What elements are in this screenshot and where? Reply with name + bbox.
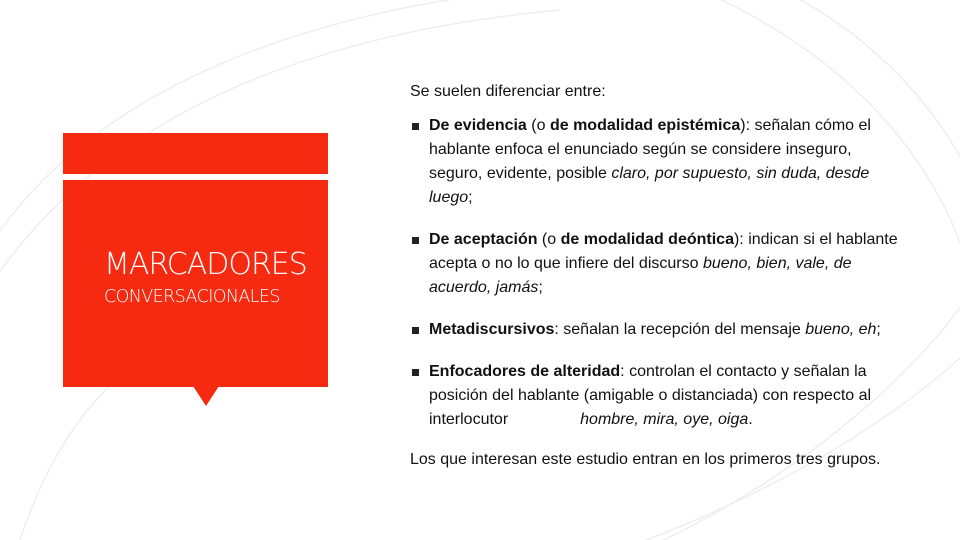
panel-subtitle: CONVERSACIONALES [104, 287, 280, 307]
list-item [410, 228, 900, 300]
bullet-examples: bueno, bien, vale, de acuerdo, jamás [429, 255, 852, 296]
bullet-text [429, 228, 900, 300]
intro-text: Se suelen diferenciar entre: [410, 83, 606, 100]
bullet-term: Enfocadores de alteridad [429, 363, 621, 380]
bullet-text [429, 360, 900, 432]
list-item [410, 360, 900, 432]
accent-strip [63, 133, 328, 174]
panel-pointer [193, 386, 219, 406]
bullet-examples: hombre, mira, oye, oiga [580, 411, 749, 428]
bullet-term: De evidencia [429, 117, 527, 134]
bullet-description: ): indican si el hablante acepta o no lo que infiere del discurso [429, 231, 898, 272]
square-bullet-icon [412, 327, 419, 334]
bullet-examples: bueno, eh [805, 321, 877, 338]
bullet-term-secondary: de modalidad deóntica [560, 231, 734, 248]
title-panel [63, 180, 328, 387]
list-item [410, 318, 900, 342]
bullet-text [429, 114, 900, 210]
square-bullet-icon [412, 237, 419, 244]
bullet-description: ): señalan cómo el hablante enfoca el enunciado según se considere inseguro, seguro, evidente, posible [429, 117, 871, 182]
bullet-examples: claro, por supuesto, sin duda, desde luego [429, 165, 870, 206]
bullet-term-secondary: de modalidad epistémica [549, 117, 741, 134]
bullet-end: ; [876, 321, 881, 338]
bullet-paren: (o [537, 231, 561, 248]
square-bullet-icon [412, 369, 419, 376]
bullet-term: De aceptación [429, 231, 538, 248]
bullet-description: : controlan el contacto y señalan la posición del hablante (amigable o distanciada) con respecto al interlocutor [429, 363, 872, 428]
bullet-paren: (o [526, 117, 550, 134]
bullet-description: : señalan la recepción del mensaje [554, 321, 806, 338]
bullet-end: . [748, 411, 753, 428]
list-item [410, 114, 900, 210]
slide-content [410, 80, 900, 472]
bullet-term: Metadiscursivos [429, 321, 555, 338]
bullet-text [429, 318, 900, 342]
bullet-end: ; [468, 189, 473, 206]
square-bullet-icon [412, 123, 419, 130]
closing-text: Los que interesan este estudio entran en los primeros tres grupos. [410, 451, 881, 468]
bullet-end: ; [538, 279, 543, 296]
panel-title: MARCADORES [104, 247, 307, 282]
bullet-list [410, 114, 900, 432]
